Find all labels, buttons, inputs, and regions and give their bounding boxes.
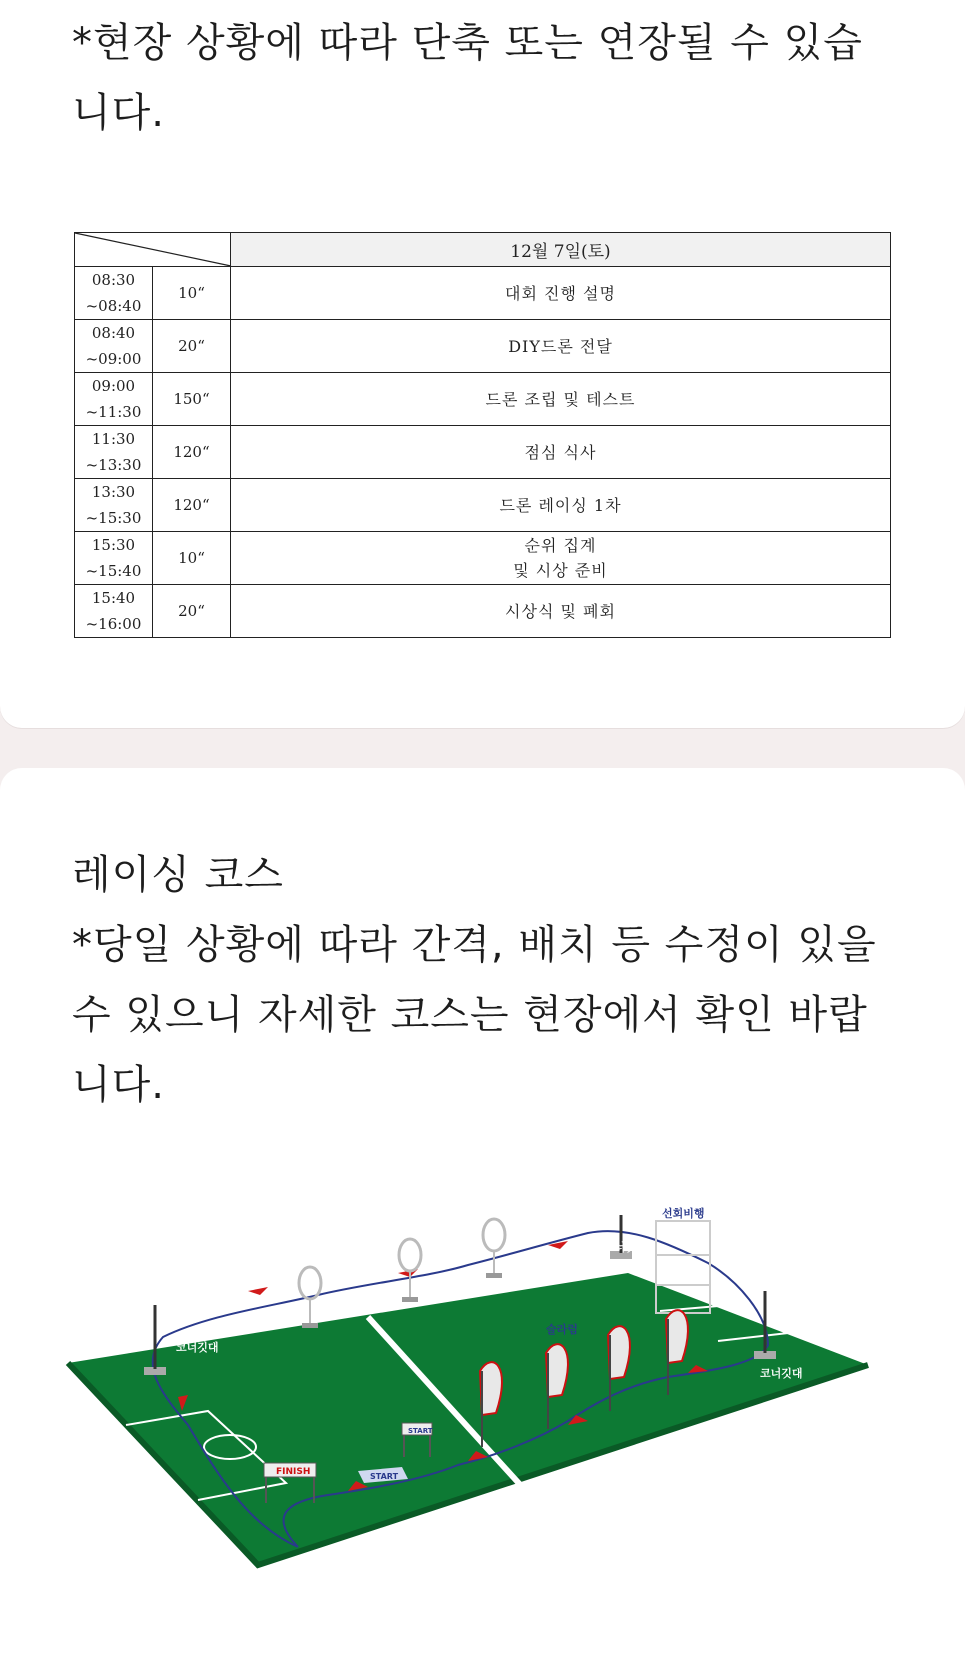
time-end: ~08:40 [85,297,142,315]
time-end: ~16:00 [85,615,142,633]
corner-flag-left-label: 코너깃대 [176,1341,219,1354]
time-start: 11:30 [91,430,136,448]
time-cell [75,267,153,320]
table-row [75,532,891,585]
start-pad-label: START [370,1472,399,1481]
time-start: 08:30 [91,271,136,289]
duration-cell: 120“ [153,479,231,532]
racing-course-map [68,1207,898,1585]
schedule-body [75,267,891,638]
schedule-notice: *현장 상황에 따라 단축 또는 연장될 수 있습 니다. [72,20,863,136]
table-row [75,585,891,638]
table-row [75,479,891,532]
time-end: ~11:30 [85,403,142,421]
ring-gate [483,1219,505,1278]
slalom-label: 슬라럼 [546,1323,578,1336]
activity-cell [231,479,891,532]
activity-cell [231,320,891,373]
activity-cell [231,373,891,426]
time-cell [75,426,153,479]
activity-line: 드론 레이싱 1차 [499,495,622,515]
duration-cell: 150“ [153,373,231,426]
schedule-table [74,232,891,638]
time-cell [75,532,153,585]
route-arrow [248,1287,268,1295]
time-start: 09:00 [91,377,136,395]
schedule-header-row [75,233,891,267]
time-cell [75,320,153,373]
time-cell [75,373,153,426]
ring-gate [399,1239,421,1302]
time-cell [75,479,153,532]
table-row [75,320,891,373]
activity-line: 점심 식사 [524,442,597,462]
corner-flag-right-label: 코너깃대 [760,1367,803,1380]
duration-cell: 20“ [153,585,231,638]
table-row [75,267,891,320]
corner-flag-top-label: 코너깃대 [604,1241,647,1254]
activity-cell [231,267,891,320]
activity-line: DIY드론 전달 [508,336,613,356]
time-cell [75,585,153,638]
start-gate-label: START [408,1427,433,1435]
finish-label: FINISH [276,1467,311,1477]
turn-flight-label: 선회비행 [662,1207,705,1220]
section-title: 레이싱 코스 [72,852,284,898]
time-start: 15:40 [91,589,136,607]
activity-line: 대회 진행 설명 [505,283,616,303]
time-end: ~15:30 [85,509,142,527]
activity-line: 순위 집계 [524,536,597,555]
duration-cell: 10“ [153,267,231,320]
activity-line: 드론 조립 및 테스트 [485,389,636,409]
activity-cell [231,532,891,585]
duration-cell: 20“ [153,320,231,373]
activity-cell [231,585,891,638]
activity-cell [231,426,891,479]
schedule-date-header: 12월 7일(토) [231,233,891,267]
time-start: 15:30 [91,536,136,554]
time-end: ~09:00 [85,350,142,368]
field-surface [68,1273,868,1565]
table-corner-cell [75,233,231,267]
table-row [75,426,891,479]
time-start: 08:40 [91,324,136,342]
time-end: ~15:40 [85,562,142,580]
duration-cell: 10“ [153,532,231,585]
time-start: 13:30 [91,483,136,501]
time-end: ~13:30 [85,456,142,474]
course-notice: *당일 상황에 따라 간격, 배치 등 수정이 있을 수 있으니 자세한 코스는 현장에서 확인 바랍 니다. [72,922,877,1108]
activity-line: 시상식 및 폐회 [505,601,616,621]
ring-gate [299,1267,321,1328]
activity-line: 및 시상 준비 [513,561,608,580]
table-row [75,373,891,426]
diagonal-divider [75,233,231,266]
duration-cell: 120“ [153,426,231,479]
